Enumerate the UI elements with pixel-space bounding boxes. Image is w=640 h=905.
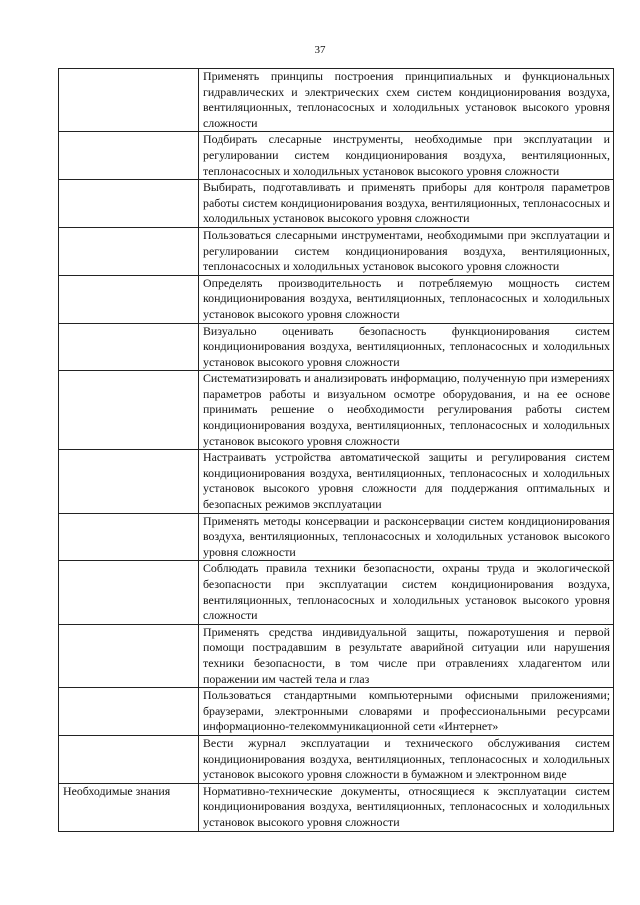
table-row xyxy=(59,513,614,561)
row-label xyxy=(59,688,199,736)
row-label xyxy=(59,180,199,228)
row-label-required-knowledge: Необходимые знания xyxy=(59,783,199,831)
skill-text: Визуально оценивать безопасность функционирования систем кондиционирования воздуха, вентиляционных, теплонасосных и холодильных установок высокого уровня сложности xyxy=(199,323,614,371)
table-row xyxy=(59,783,614,831)
table-row xyxy=(59,227,614,275)
skill-text: Соблюдать правила техники безопасности, охраны труда и экологической безопасности при эксплуатации систем кондиционирования воздуха, вентиляционных, теплонасосных и холодильных установок высокого уровня сложности xyxy=(199,561,614,624)
table-row xyxy=(59,69,614,132)
skill-text: Настраивать устройства автоматической защиты и регулирования систем кондиционирования воздуха, вентиляционных, теплонасосных и холодильных установок высокого уровня сложности для поддержания оптимальных и безопасных режимов эксплуатации xyxy=(199,450,614,513)
table-row xyxy=(59,323,614,371)
row-label xyxy=(59,624,199,687)
table-row xyxy=(59,561,614,624)
table-row xyxy=(59,275,614,323)
row-label xyxy=(59,323,199,371)
row-label xyxy=(59,227,199,275)
skill-text: Применять методы консервации и расконсервации систем кондиционирования воздуха, вентиляционных, теплонасосных и холодильных установок высокого уровня сложности xyxy=(199,513,614,561)
table-row xyxy=(59,371,614,450)
row-label xyxy=(59,275,199,323)
table-row xyxy=(59,624,614,687)
skill-text: Вести журнал эксплуатации и технического обслуживания систем кондиционирования воздуха, вентиляционных, теплонасосных и холодильных установок высокого уровня сложности в бумажном и электронном виде xyxy=(199,735,614,783)
table-row xyxy=(59,180,614,228)
skill-text: Выбирать, подготавливать и применять приборы для контроля параметров работы систем кондиционирования воздуха, вентиляционных, теплонасосных и холодильных установок высокого уровня сложности xyxy=(199,180,614,228)
skill-text: Систематизировать и анализировать информацию, полученную при измерениях параметров работы и визуальном осмотре оборудования, и на ее основе принимать решение о необходимости регулирования работы систем кондиционирования воздуха, вентиляционных, теплонасосных и холодильных установок высокого уровня сложности xyxy=(199,371,614,450)
page-number: 37 xyxy=(314,44,326,56)
row-label xyxy=(59,69,199,132)
row-label xyxy=(59,371,199,450)
row-label xyxy=(59,735,199,783)
knowledge-text: Нормативно-технические документы, относящиеся к эксплуатации систем кондиционирования воздуха, вентиляционных, теплонасосных и холодильных установок высокого уровня сложности xyxy=(199,783,614,831)
skill-text: Пользоваться стандартными компьютерными офисными приложениями; браузерами, электронными словарями и профессиональными ресурсами информационно-телекоммуникационной сети «Интернет» xyxy=(199,688,614,736)
requirements-table xyxy=(58,68,614,832)
row-label xyxy=(59,132,199,180)
skill-text: Пользоваться слесарными инструментами, необходимыми при эксплуатации и регулировании систем кондиционирования воздуха, вентиляционных, теплонасосных и холодильных установок высокого уровня сложности xyxy=(199,227,614,275)
table-row xyxy=(59,688,614,736)
row-label xyxy=(59,450,199,513)
table-row xyxy=(59,450,614,513)
row-label xyxy=(59,561,199,624)
skill-text: Подбирать слесарные инструменты, необходимые при эксплуатации и регулировании систем кондиционирования воздуха, вентиляционных, теплонасосных и холодильных установок высокого уровня сложности xyxy=(199,132,614,180)
row-label xyxy=(59,513,199,561)
skill-text: Определять производительность и потребляемую мощность систем кондиционирования воздуха, вентиляционных, теплонасосных и холодильных установок высокого уровня сложности xyxy=(199,275,614,323)
skill-text: Применять принципы построения принципиальных и функциональных гидравлических и электрических схем систем кондиционирования воздуха, вентиляционных, теплонасосных и холодильных установок высокого уровня сложности xyxy=(199,69,614,132)
table-row xyxy=(59,735,614,783)
table-row xyxy=(59,132,614,180)
skill-text: Применять средства индивидуальной защиты, пожаротушения и первой помощи пострадавшим в результате аварийной ситуации или нарушения техники безопасности, в том числе при отравлениях хладагентом или поражении им частей тела и глаз xyxy=(199,624,614,687)
